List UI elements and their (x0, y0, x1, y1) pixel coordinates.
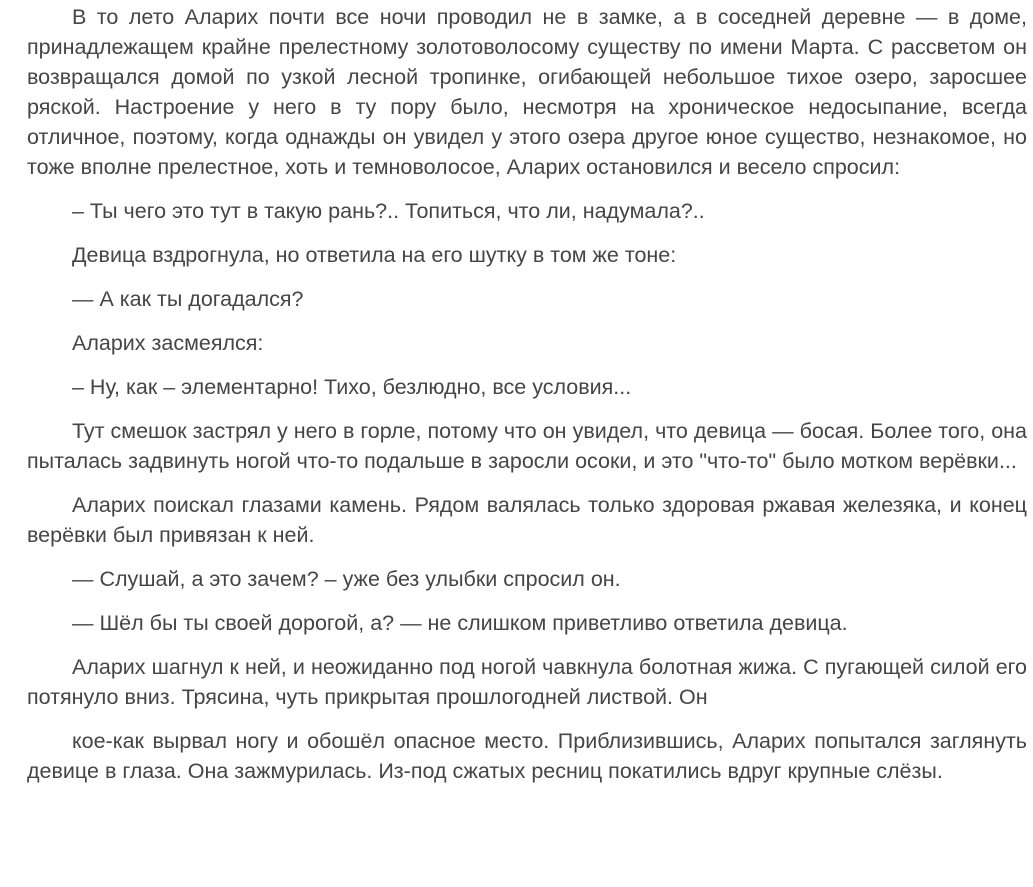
paragraph-7: Тут смешок застрял у него в горле, потому что он увидел, что девица — босая. Более того, она пыталась задвинуть ногой что-то подальше в заросли осоки, и это "что-то" было мотком верёвки... (27, 419, 1027, 473)
paragraph-5: Аларих засмеялся: (72, 331, 264, 355)
paragraph-2: – Ты чего это тут в такую рань?.. Топиться, что ли, надумала?.. (72, 199, 705, 223)
paragraph-9: — Слушай, а это зачем? – уже без улыбки спросил он. (72, 567, 621, 591)
paragraph-6: – Ну, как – элементарно! Тихо, безлюдно, все условия... (72, 375, 632, 399)
paragraph-1: В то лето Аларих почти все ночи проводил не в замке, а в соседней деревне — в доме, принадлежащем крайне прелестному золотоволосому существу по имени Марта. С рассветом он возвращался домой по узкой лесной тропинке, огибающей небольшое тихое озеро, заросшее ряской. Настроение у него в ту пору было, несмотря на хроническое недосыпание, всегда отличное, поэтому, когда однажды он увидел у этого озера другое юное существо, незнакомое, но тоже вполне прелестное, хоть и темноволосое, Аларих остановился и весело спросил: (27, 5, 1027, 179)
paragraph-10: — Шёл бы ты своей дорогой, а? — не слишком приветливо ответила девица. (72, 611, 848, 635)
paragraph-3: Девица вздрогнула, но ответила на его шутку в том же тоне: (72, 243, 677, 267)
paragraph-11: Аларих шагнул к ней, и неожиданно под ногой чавкнула болотная жижа. С пугающей силой его потянуло вниз. Трясина, чуть прикрытая прошлогодней листвой. Он (27, 655, 1027, 709)
paragraph-12: кое-как вырвал ногу и обошёл опасное место. Приблизившись, Аларих попытался заглянуть девице в глаза. Она зажмурилась. Из-под сжатых ресниц покатились вдруг крупные слёзы. (27, 729, 1027, 783)
paragraph-8: Аларих поискал глазами камень. Рядом валялась только здоровая ржавая железяка, и конец верёвки был привязан к ней. (27, 493, 1027, 547)
paragraph-4: — А как ты догадался? (72, 287, 304, 311)
